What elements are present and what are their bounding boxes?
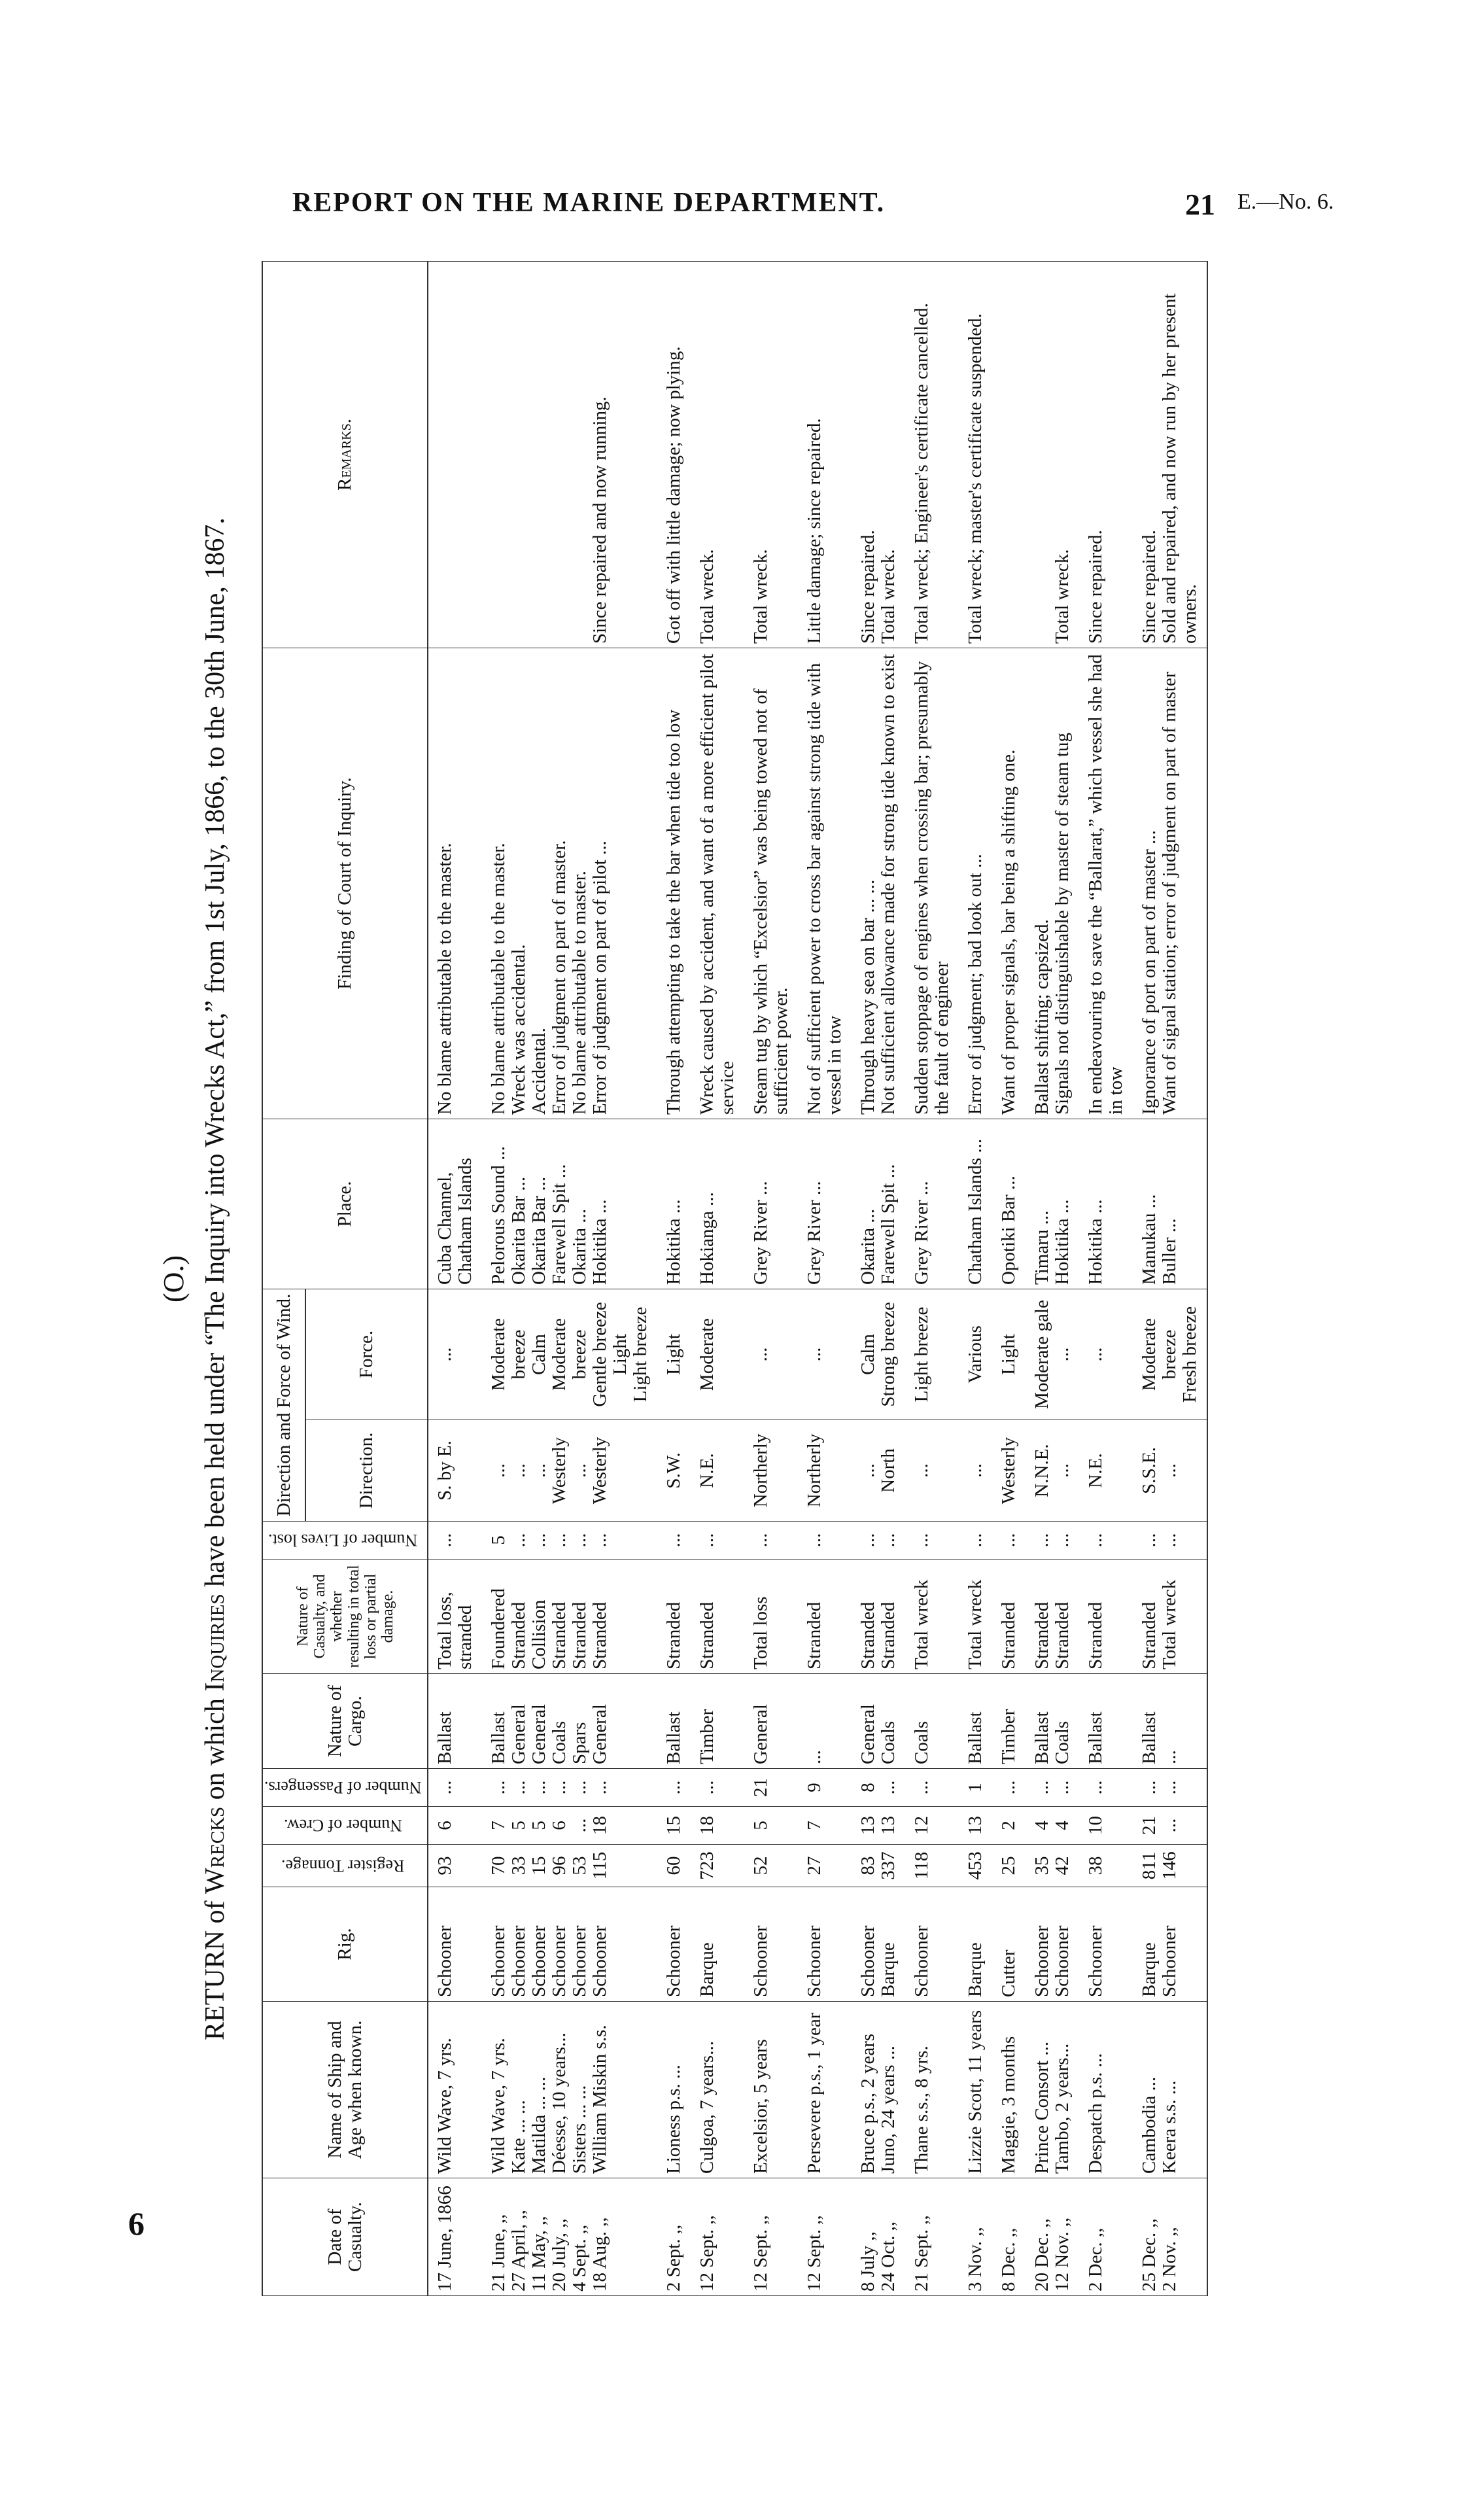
header-row-1 [262,261,305,2295]
cell-casualty: Total wreck [959,1560,992,1674]
cell-crew: 7 5 5 6 ... 18 [482,1807,657,1845]
cell-ship: Wild Wave, 7 yrs. [428,2002,482,2178]
table-row [691,261,744,2295]
cell-place: Grey River ... [744,1119,798,1289]
cell-crew: 5 [744,1807,798,1845]
cell-remarks: Since repaired. Total wreck. [852,261,905,648]
document-reference: E.—No. 6. [1237,190,1334,214]
cell-passengers: ... ... ... ... ... ... [482,1769,657,1807]
cell-force: Various [959,1289,992,1420]
cell-finding: In endeavouring to save the “Ballarat,” which vessel she had in tow [1079,648,1133,1119]
col-passengers [262,1769,428,1807]
cell-direction: Westerly [992,1420,1026,1522]
cell-remarks: Since repaired. [1079,261,1133,648]
cell-cargo: Ballast [657,1674,691,1769]
caption-inquiries: Inquiries [200,1594,230,1692]
cell-crew: 2 [992,1807,1026,1845]
cell-ship: Despatch p.s. ... [1079,2002,1133,2178]
cell-crew: 13 13 [852,1807,905,1845]
cell-direction: N.N.E. ... [1026,1420,1079,1522]
cell-casualty: Stranded Stranded [852,1560,905,1674]
cell-ship: Prince Consort ... Tambo, 2 years... [1026,2002,1079,2178]
table-row [482,261,657,2295]
caption-prefix: RETURN of [200,1900,230,2040]
cell-casualty: Stranded [992,1560,1026,1674]
cell-remarks: Total wreck. [691,261,744,648]
table-caption [199,262,231,2296]
cell-force: Light breeze [905,1289,959,1420]
cell-place: Opotiki Bar ... [992,1119,1026,1289]
cell-passengers: 8 ... [852,1769,905,1807]
table-row [428,261,482,2295]
cell-finding: Not of sufficient power to cross bar against strong tide with vessel in tow [798,648,852,1119]
cell-cargo: Ballast ... [1133,1674,1207,1769]
cell-casualty: Foundered Stranded Collision Stranded Stranded Stranded [482,1560,657,1674]
col-date: Date of Casualty. [262,2178,428,2296]
cell-remarks: Since repaired. Sold and repaired, and now run by her present owners. [1133,261,1207,648]
cell-tonnage: 38 [1079,1845,1133,1887]
cell-tonnage: 83 337 [852,1845,905,1887]
cell-tonnage: 60 [657,1845,691,1887]
cell-casualty: Total wreck [905,1560,959,1674]
cell-cargo: Timber [691,1674,744,1769]
cell-date: 12 Sept. ,, [798,2178,852,2296]
cell-cargo: Ballast [959,1674,992,1769]
cell-lives: ... [959,1522,992,1560]
cell-remarks [992,261,1026,648]
table-row [992,261,1026,2295]
cell-tonnage: 118 [905,1845,959,1887]
col-rig: Rig. [262,1887,428,2002]
left-page-number: 6 [128,2205,145,2242]
cell-ship: Wild Wave, 7 yrs. Kate ... ... Matilda ... ... Déesse, 10 years... Sisters ... ... William Miskin s.s. [482,2002,657,2178]
cell-rig: Schooner [744,1887,798,2002]
cell-lives: 5 ... ... ... ... ... [482,1522,657,1560]
cell-force: Moderate breeze Calm Moderate breeze Gentle breeze Light Light breeze [482,1289,657,1420]
table-row [798,261,852,2295]
table-row [905,261,959,2295]
cell-passengers: ... [691,1769,744,1807]
cell-rig: Cutter [992,1887,1026,2002]
table-row [1079,261,1133,2295]
cell-ship: Lioness p.s. ... [657,2002,691,2178]
cell-lives: ... [428,1522,482,1560]
col-force: Force. [305,1289,428,1420]
report-title: REPORT ON THE MARINE DEPARTMENT. [292,188,886,218]
caption-suffix: have been held under “The Inquiry into Wrecks Act,” from 1st July, 1866, to the 30th June, 1867. [200,517,230,1587]
page-number: 21 [1185,188,1215,221]
cell-finding: Ballast shifting; capsized. Signals not distinguishable by master of steam tug [1026,648,1079,1119]
cell-direction: S.W. [657,1420,691,1522]
cell-force: ... [1079,1289,1133,1420]
cell-crew: 15 [657,1807,691,1845]
cell-remarks: Total wreck; Engineer's certificate cancelled. [905,261,959,648]
cell-date: 21 Sept. ,, [905,2178,959,2296]
cell-date: 8 July ,, 24 Oct. ,, [852,2178,905,2296]
cell-place: Hokitika ... [657,1119,691,1289]
cell-passengers: ... [1079,1769,1133,1807]
cell-cargo: General Coals [852,1674,905,1769]
col-wind: Direction and Force of Wind. [262,1289,305,1521]
cell-crew: 12 [905,1807,959,1845]
cell-cargo: General [744,1674,798,1769]
cell-rig: Schooner Barque [852,1887,905,2002]
cell-direction: ... [959,1420,992,1522]
cell-casualty: Stranded [798,1560,852,1674]
col-tonnage-label: Register Tonnage. [281,1856,405,1875]
cell-ship: Lizzie Scott, 11 years [959,2002,992,2178]
cell-finding: Want of proper signals, bar being a shifting one. [992,648,1026,1119]
cell-tonnage: 27 [798,1845,852,1887]
cell-finding: No blame attributable to the master. [428,648,482,1119]
cell-lives: ... [657,1522,691,1560]
cell-casualty: Stranded [691,1560,744,1674]
cell-remarks: Total wreck. [744,261,798,648]
table-body [428,261,1207,2295]
cell-crew: 6 [428,1807,482,1845]
cell-tonnage: 25 [992,1845,1026,1887]
cell-place: Okarita ... Farewell Spit ... [852,1119,905,1289]
table-row [852,261,905,2295]
cell-remarks: Little damage; since repaired. [798,261,852,648]
cell-casualty: Stranded [1079,1560,1133,1674]
cell-passengers: ... [905,1769,959,1807]
cell-ship: Cambodia ... Keera s.s. ... [1133,2002,1207,2178]
cell-force: ... [744,1289,798,1420]
cell-place: Chatham Islands ... [959,1119,992,1289]
cell-place: Cuba Channel, Chatham Islands [428,1119,482,1289]
cell-tonnage: 723 [691,1845,744,1887]
cell-cargo: ... [798,1674,852,1769]
cell-passengers: ... [992,1769,1026,1807]
cell-lives: ... [1079,1522,1133,1560]
cell-tonnage: 811 146 [1133,1845,1207,1887]
cell-remarks: Since repaired and now running. [482,261,657,648]
col-passengers-label: Number of Passengers. [264,1778,422,1798]
cell-ship: Excelsior, 5 years [744,2002,798,2178]
cell-force: Moderate [691,1289,744,1420]
cell-date: 12 Sept. ,, [691,2178,744,2296]
cell-crew: 10 [1079,1807,1133,1845]
cell-ship: Bruce p.s., 2 years Juno, 24 years ... [852,2002,905,2178]
cell-passengers: ... ... [1026,1769,1079,1807]
cell-direction: ... ... ... Westerly ... Westerly [482,1420,657,1522]
col-ship: Name of Ship and Age when known. [262,2002,428,2178]
cell-rig: Schooner [798,1887,852,2002]
wrecks-table [262,261,1208,2296]
caption-wrecks: Wrecks [200,1806,230,1894]
table-row [959,261,992,2295]
cell-place: Grey River ... [798,1119,852,1289]
col-crew [262,1807,428,1845]
cell-force: Light [657,1289,691,1420]
cell-place: Hokianga ... [691,1119,744,1289]
cell-direction: Northerly [798,1420,852,1522]
cell-date: 8 Dec. ,, [992,2178,1026,2296]
cell-place: Grey River ... [905,1119,959,1289]
col-finding: Finding of Court of Inquiry. [262,648,428,1119]
cell-passengers: 1 [959,1769,992,1807]
cell-date: 21 June, ,, 27 April, ,, 11 May, ,, 20 July, ,, 4 Sept. ,, 18 Aug. ,, [482,2178,657,2296]
cell-place: Manukau ... Buller ... [1133,1119,1207,1289]
cell-lives: ... [744,1522,798,1560]
table-label: (O.) [158,1255,190,1303]
cell-rig: Barque [691,1887,744,2002]
cell-passengers: ... [657,1769,691,1807]
cell-direction: ... [905,1420,959,1522]
col-direction: Direction. [305,1420,428,1522]
cell-rig: Schooner Schooner Schooner Schooner Schooner Schooner [482,1887,657,2002]
col-tonnage [262,1845,428,1887]
cell-crew: 18 [691,1807,744,1845]
cell-force: Moderate breeze Fresh breeze [1133,1289,1207,1420]
cell-direction: N.E. [691,1420,744,1522]
col-remarks: Remarks. [262,261,428,648]
cell-remarks: Got off with little damage; now plying. [657,261,691,648]
cell-cargo: Ballast [428,1674,482,1769]
table-row [744,261,798,2295]
cell-finding: Error of judgment; bad look out ... [959,648,992,1119]
cell-crew: 13 [959,1807,992,1845]
cell-cargo: Ballast General General Coals Spars General [482,1674,657,1769]
col-cargo: Nature of Cargo. [262,1674,428,1769]
cell-lives: ... ... [1026,1522,1079,1560]
cell-casualty: Stranded Stranded [1026,1560,1079,1674]
cell-date: 17 June, 1866 [428,2178,482,2296]
cell-lives: ... ... [1133,1522,1207,1560]
cell-finding: Sudden stoppage of engines when crossing bar; presumably the fault of engineer [905,648,959,1119]
cell-cargo: Ballast [1079,1674,1133,1769]
cell-force: Light [992,1289,1026,1420]
cell-finding: Ignorance of port on part of master ... Want of signal station; error of judgment on part of master [1133,648,1207,1119]
col-place: Place. [262,1119,428,1289]
cell-cargo: Coals [905,1674,959,1769]
cell-direction: S. by E. [428,1420,482,1522]
cell-tonnage: 52 [744,1845,798,1887]
cell-finding: Through attempting to take the bar when tide too low [657,648,691,1119]
cell-direction: Northerly [744,1420,798,1522]
col-lives-label: Number of Lives lost. [268,1531,418,1550]
cell-ship: Culgoa, 7 years... [691,2002,744,2178]
cell-casualty: Stranded Total wreck [1133,1560,1207,1674]
rotated-table-block [137,262,1210,2296]
cell-direction: S.S.E. ... [1133,1420,1207,1522]
cell-lives: ... ... [852,1522,905,1560]
cell-cargo: Timber [992,1674,1026,1769]
col-crew-label: Number of Crew. [283,1816,402,1836]
cell-ship: Thane s.s., 8 yrs. [905,2002,959,2178]
cell-force: ... [428,1289,482,1420]
cell-crew: 21 ... [1133,1807,1207,1845]
cell-tonnage: 453 [959,1845,992,1887]
cell-tonnage: 70 33 15 96 53 115 [482,1845,657,1887]
cell-rig: Barque Schooner [1133,1887,1207,2002]
cell-place: Timaru ... Hokitika ... [1026,1119,1079,1289]
cell-remarks: Total wreck; master's certificate suspended. [959,261,992,648]
cell-cargo: Ballast Coals [1026,1674,1079,1769]
cell-direction: ... North [852,1420,905,1522]
cell-date: 2 Dec. ,, [1079,2178,1133,2296]
cell-lives: ... [905,1522,959,1560]
cell-lives: ... [691,1522,744,1560]
cell-force: Calm Strong breeze [852,1289,905,1420]
col-casualty: Nature of Casualty, and whether resulting in total loss or partial damage. [262,1560,428,1674]
cell-passengers: ... [428,1769,482,1807]
col-lives [262,1522,428,1560]
cell-date: 20 Dec. ,, 12 Nov. ,, [1026,2178,1079,2296]
cell-remarks [428,261,482,648]
cell-casualty: Total loss, stranded [428,1560,482,1674]
cell-tonnage: 93 [428,1845,482,1887]
cell-crew: 7 [798,1807,852,1845]
cell-rig: Schooner [428,1887,482,2002]
cell-crew: 4 4 [1026,1807,1079,1845]
cell-rig: Schooner [1079,1887,1133,2002]
cell-ship: Persevere p.s., 1 year [798,2002,852,2178]
cell-date: 25 Dec. ,, 2 Nov. ,, [1133,2178,1207,2296]
cell-force: ... [798,1289,852,1420]
cell-passengers: 21 [744,1769,798,1807]
cell-finding: Through heavy sea on bar ... ... Not sufficient allowance made for strong tide known to exist [852,648,905,1119]
cell-remarks: Total wreck. [1026,261,1079,648]
cell-finding: Wreck caused by accident, and want of a more efficient pilot service [691,648,744,1119]
cell-tonnage: 35 42 [1026,1845,1079,1887]
cell-lives: ... [992,1522,1026,1560]
cell-passengers: ... ... [1133,1769,1207,1807]
cell-place: Hokitika ... [1079,1119,1133,1289]
cell-finding: Steam tug by which “Excelsior” was being towed not of sufficient power. [744,648,798,1119]
cell-casualty: Stranded [657,1560,691,1674]
cell-direction: N.E. [1079,1420,1133,1522]
cell-casualty: Total loss [744,1560,798,1674]
table-row [1133,261,1207,2295]
cell-passengers: 9 [798,1769,852,1807]
cell-force: Moderate gale ... [1026,1289,1079,1420]
caption-mid: on which [200,1698,230,1800]
cell-date: 2 Sept. ,, [657,2178,691,2296]
cell-rig: Barque [959,1887,992,2002]
cell-date: 12 Sept. ,, [744,2178,798,2296]
cell-rig: Schooner [905,1887,959,2002]
cell-rig: Schooner Schooner [1026,1887,1079,2002]
cell-rig: Schooner [657,1887,691,2002]
page-header [0,187,1484,226]
cell-ship: Maggie, 3 months [992,2002,1026,2178]
cell-finding: No blame attributable to the master. Wreck was accidental. Accidental. Error of judgment on part of master. No blame attributable to master. Error of judgment on part of pilot ... [482,648,657,1119]
cell-lives: ... [798,1522,852,1560]
cell-date: 3 Nov. ,, [959,2178,992,2296]
cell-place: Pelorous Sound ... Okarita Bar ... Okarita Bar ... Farewell Spit ... Okarita ... Hokitika ... [482,1119,657,1289]
table-row [1026,261,1079,2295]
table-row [657,261,691,2295]
